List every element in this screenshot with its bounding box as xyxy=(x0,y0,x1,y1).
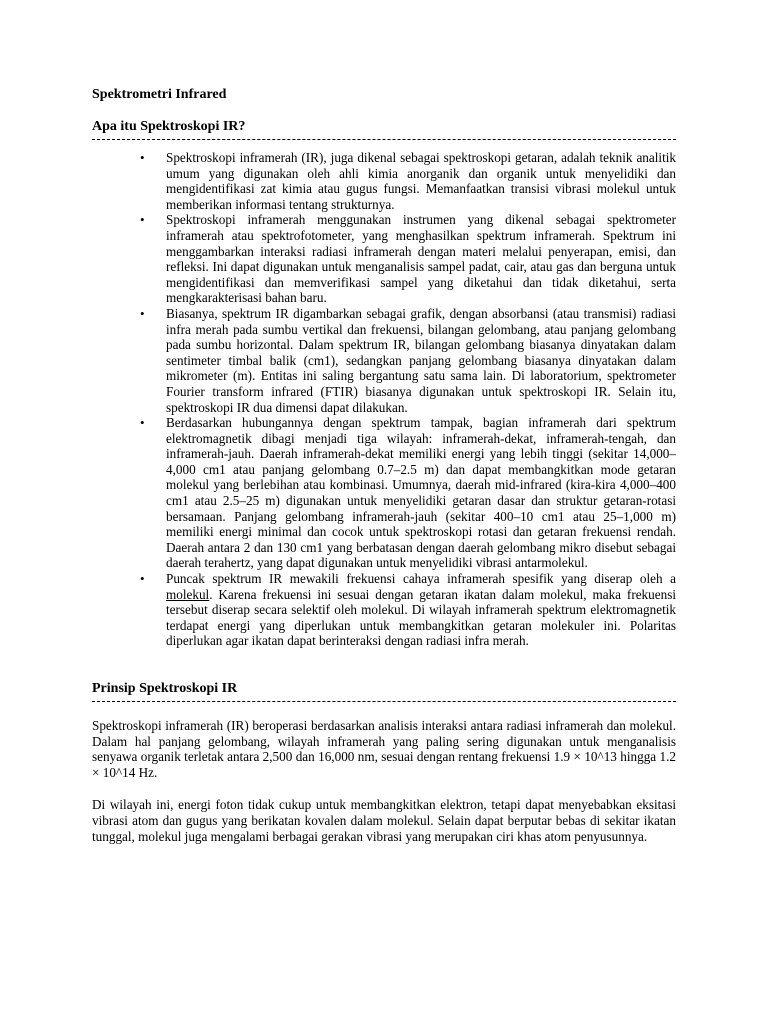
document-title: Spektrometri Infrared xyxy=(92,87,227,102)
list-item xyxy=(140,415,676,571)
paragraph-principle-2: Di wilayah ini, energi foton tidak cukup untuk membangkitkan elektron, tetapi dapat menyebabkan eksitasi vibrasi atom dan gugus yang berikatan kovalen dalam molekul. Selain dapat berputar bebas di sekitar ikatan tunggal, molekul juga mengalami berbagai gerakan vibrasi yang merupakan ciri khas atom penyusunnya. xyxy=(92,797,676,844)
list-item xyxy=(140,571,676,649)
list-item-text: Biasanya, spektrum IR digambarkan sebagai grafik, dengan absorbansi (atau transmisi) radiasi infra merah pada sumbu vertikal dan frekuensi, bilangan gelombang, atau panjang gelombang pada sumbu horizontal. Dalam spektrum IR, bilangan gelombang biasanya dinyatakan dalam sentimeter timbal balik (cm1), sedangkan panjang gelombang biasanya dinyatakan dalam mikrometer (m). Entitas ini saling bergantung satu sama lain. Di laboratorium, spektrometer Fourier transform infrared (FTIR) biasanya digunakan untuk spektroskopi IR. Selain itu, spektroskopi IR dua dimensi dapat dilakukan. xyxy=(166,305,676,415)
bullet-icon: • xyxy=(140,150,145,165)
section-heading-what-is-ir: Apa itu Spektroskopi IR? xyxy=(92,119,676,140)
molekul-link[interactable]: molekul xyxy=(166,586,210,602)
document-page xyxy=(92,87,676,844)
list-item-text: Spektroskopi inframerah (IR), juga dikenal sebagai spektroskopi getaran, adalah teknik analitik umum yang digunakan oleh ahli kimia anorganik dan organik untuk menyelidiki dan mengidentifikasi zat kimia atau gugus fungsi. Memanfaatkan transisi vibrasi molekul untuk memberikan informasi tentang strukturnya. xyxy=(166,150,676,212)
bullet-icon: • xyxy=(140,415,145,431)
bullet-icon: • xyxy=(140,305,145,321)
list-item-text-before: Puncak spektrum IR mewakili frekuensi cahaya inframerah spesifik yang diserap oleh a xyxy=(166,571,676,587)
list-item xyxy=(140,150,676,212)
bullet-icon: • xyxy=(140,571,145,587)
bullet-list xyxy=(92,150,676,649)
list-item xyxy=(140,212,676,306)
list-item-text: Spektroskopi inframerah menggunakan instrumen yang dikenal sebagai spektrometer inframerah atau spektrofotometer, yang menghasilkan spektrum inframerah. Spektrum ini menggambarkan interaksi radiasi inframerah dengan materi melalui penyerapan, emisi, dan refleksi. Ini dapat digunakan untuk menganalisis sampel padat, cair, atau gas dan berguna untuk mengidentifikasi dan memverifikasi sampel yang diketahui dan tidak diketahui, serta mengkarakterisasi bahan baru. xyxy=(166,212,676,306)
bullet-icon: • xyxy=(140,212,145,228)
section-heading-ir-principle: Prinsip Spektroskopi IR xyxy=(92,681,676,702)
list-item xyxy=(140,305,676,415)
paragraph-principle-1: Spektroskopi inframerah (IR) beroperasi berdasarkan analisis interaksi antara radiasi inframerah dan molekul. Dalam hal panjang gelombang, wilayah inframerah yang paling sering digunakan untuk menganalisis senyawa organik terletak antara 2,500 dan 16,000 nm, sesuai dengan rentang frekuensi 1.9 × 10^13 hingga 1.2 × 10^14 Hz. xyxy=(92,718,676,780)
list-item-text-after: . Karena frekuensi ini sesuai dengan getaran ikatan dalam molekul, maka frekuensi tersebut diserap secara selektif oleh molekul. Di wilayah inframerah spektrum elektromagnetik terdapat energi yang diperlukan untuk membangkitkan getaran molekuler ini. Polaritas diperlukan agar ikatan dapat berinteraksi dengan radiasi infra merah. xyxy=(166,586,676,649)
list-item-text: Berdasarkan hubungannya dengan spektrum tampak, bagian inframerah dari spektrum elektromagnetik dibagi menjadi tiga wilayah: inframerah-dekat, inframerah-tengah, dan inframerah-jauh. Daerah inframerah-dekat memiliki energi yang lebih tinggi (sekitar 14,000–4,000 cm1 atau panjang gelombang 0.7–2.5 m) dan dapat membangkitkan mode getaran molekul yang berlebihan atau kombinasi. Umumnya, daerah mid-infrared (kira-kira 4,000–400 cm1 atau 2.5–25 m) digunakan untuk menyelidiki getaran dasar dan struktur getaran-rotasi bersamaan. Panjang gelombang inframerah-jauh (sekitar 400–10 cm1 atau 25–1,000 m) memiliki energi minimal dan cocok untuk spektroskopi rotasi dan getaran frekuensi rendah. Daerah antara 2 dan 130 cm1 yang berbatasan dengan daerah gelombang mikro disebut sebagai daerah terahertz, yang dapat digunakan untuk menyelidiki vibrasi antarmolekul. xyxy=(166,415,676,571)
